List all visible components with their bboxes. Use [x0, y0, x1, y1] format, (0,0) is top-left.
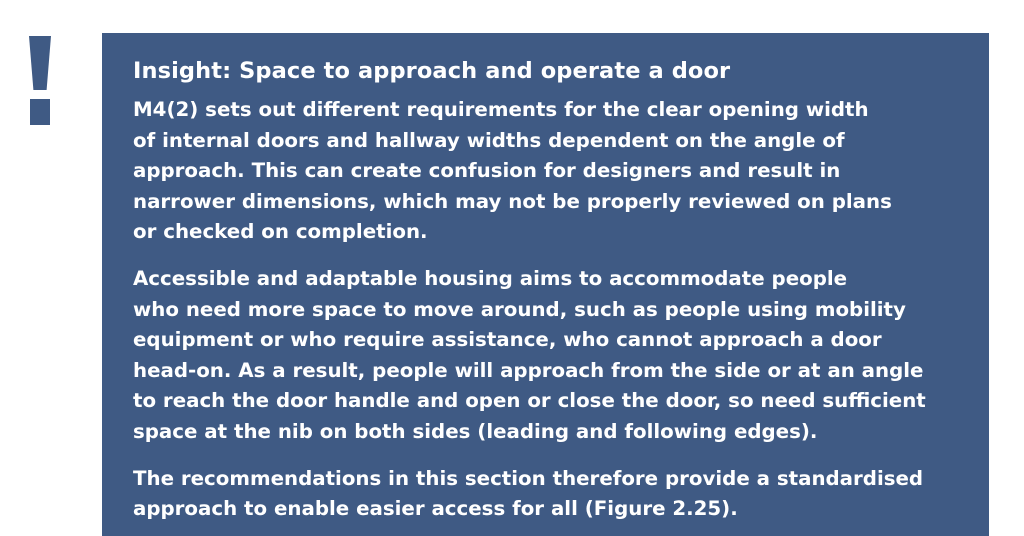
- paragraph-line: Accessible and adaptable housing aims to accommodate people: [133, 266, 848, 290]
- paragraph-1: [133, 95, 969, 248]
- insight-title: Insight: Space to approach and operate a door: [133, 58, 731, 84]
- exclamation-icon: [28, 36, 52, 126]
- paragraph-line: or checked on completion.: [133, 220, 428, 244]
- exclamation-bar: [29, 36, 51, 90]
- paragraph-line: approach to enable easier access for all (Figure 2.25).: [133, 497, 738, 521]
- paragraph-2: [133, 264, 969, 448]
- exclamation-dot: [30, 99, 50, 125]
- paragraph-line: space at the nib on both sides (leading and following edges).: [133, 419, 818, 443]
- paragraph-line: equipment or who require assistance, who cannot approach a door: [133, 328, 882, 352]
- paragraph-line: to reach the door handle and open or close the door, so need sufficient: [133, 389, 926, 413]
- paragraph-line: head-on. As a result, people will approach from the side or at an angle: [133, 358, 924, 382]
- paragraph-line: narrower dimensions, which may not be properly reviewed on plans: [133, 189, 892, 213]
- paragraph-3: [133, 464, 969, 525]
- paragraph-line: who need more space to move around, such as people using mobility: [133, 297, 906, 321]
- paragraph-line: M4(2) sets out different requirements for the clear opening width: [133, 98, 869, 121]
- paragraph-line: The recommendations in this section therefore provide a standardised: [133, 466, 924, 490]
- insight-panel: [102, 33, 989, 536]
- paragraph-line: of internal doors and hallway widths dependent on the angle of: [133, 128, 845, 152]
- paragraph-line: approach. This can create confusion for designers and result in: [133, 159, 841, 183]
